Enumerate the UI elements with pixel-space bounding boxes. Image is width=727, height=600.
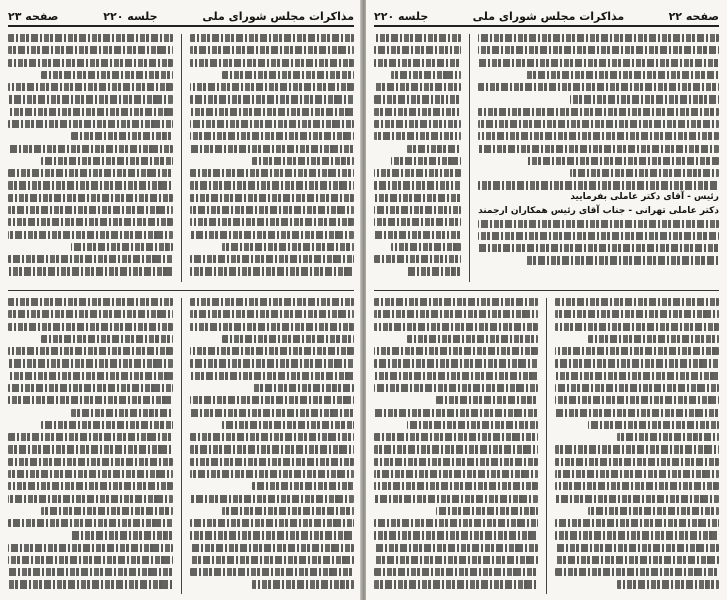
session-label: جلسه ۲۲۰ <box>374 9 429 23</box>
text-line <box>436 396 538 404</box>
text-line <box>526 157 719 165</box>
column-divider <box>181 298 182 594</box>
columns-top-left <box>8 34 354 282</box>
text-line <box>190 59 355 67</box>
text-line <box>190 470 355 478</box>
session-label: جلسه ۲۲۰ <box>103 9 158 23</box>
text-line <box>190 95 355 103</box>
page-right <box>366 0 727 600</box>
text-line <box>222 335 354 343</box>
text-line <box>222 421 354 429</box>
header-rule <box>374 25 719 27</box>
text-line <box>374 433 538 441</box>
text-line <box>190 396 355 404</box>
text-line <box>190 145 355 153</box>
text-line <box>8 120 173 128</box>
text-line <box>391 71 461 79</box>
text-line <box>391 157 461 165</box>
text-lines <box>8 34 173 276</box>
column-divider <box>181 34 182 282</box>
text-line <box>555 298 719 306</box>
page-header-left <box>8 8 354 24</box>
column-right <box>8 298 173 594</box>
text-line <box>190 310 355 318</box>
text-line <box>8 445 173 453</box>
text-line <box>374 255 461 263</box>
text-line <box>555 470 719 478</box>
text-line <box>555 482 719 490</box>
column-right <box>374 34 461 282</box>
text-line <box>71 132 173 140</box>
text-line <box>374 95 461 103</box>
text-line <box>407 335 538 343</box>
text-line <box>190 347 355 355</box>
text-line <box>478 132 719 140</box>
text-line <box>478 59 719 67</box>
text-line <box>190 46 355 54</box>
text-lines <box>190 34 355 276</box>
text-line <box>374 482 538 490</box>
text-line <box>555 372 719 380</box>
columns-top-right <box>374 34 719 282</box>
text-line <box>570 95 719 103</box>
text-lines <box>374 298 538 589</box>
text-lines <box>374 34 461 276</box>
text-line <box>374 580 538 588</box>
text-line <box>8 470 173 478</box>
column-right <box>374 298 538 594</box>
text-line <box>8 359 173 367</box>
text-line <box>8 181 173 189</box>
text-line <box>8 519 173 527</box>
text-line <box>374 495 538 503</box>
text-line <box>190 83 355 91</box>
text-line <box>8 323 173 331</box>
text-line <box>190 181 355 189</box>
text-line <box>252 580 354 588</box>
text-line <box>190 359 355 367</box>
text-line <box>190 108 355 116</box>
text-line <box>478 232 719 240</box>
text-line <box>8 495 173 503</box>
page-number: صفحه ۲۳ <box>8 9 59 23</box>
text-line <box>478 83 719 91</box>
text-line <box>374 34 461 42</box>
header-rule <box>8 25 354 27</box>
text-line <box>555 458 719 466</box>
text-line <box>8 255 173 263</box>
text-line <box>374 206 461 214</box>
text-line <box>190 298 355 306</box>
text-line <box>478 220 719 228</box>
text-line <box>8 169 173 177</box>
text-line <box>190 433 355 441</box>
text-line <box>190 495 355 503</box>
text-line <box>190 323 355 331</box>
running-title: مذاکرات مجلس شورای ملی <box>202 9 354 23</box>
text-line <box>374 108 461 116</box>
text-line <box>190 231 355 239</box>
text-line <box>8 95 173 103</box>
text-line <box>374 359 538 367</box>
text-line <box>41 507 173 515</box>
text-line <box>41 71 173 79</box>
text-line <box>8 347 173 355</box>
text-line <box>478 181 719 189</box>
text-line <box>252 384 354 392</box>
text-line <box>374 519 538 527</box>
text-line <box>555 323 719 331</box>
text-line <box>8 384 173 392</box>
text-line <box>374 46 461 54</box>
text-line <box>374 568 538 576</box>
speaker-heading: رئیس - آقای دکتر عاملی بفرمایید <box>570 191 719 202</box>
text-line <box>478 120 719 128</box>
text-line <box>190 531 355 539</box>
text-line <box>588 421 719 429</box>
text-line <box>190 120 355 128</box>
text-line <box>478 46 719 54</box>
page-left <box>0 0 362 600</box>
text-line <box>555 445 719 453</box>
page-header-right <box>374 8 719 24</box>
text-line <box>8 206 173 214</box>
text-line <box>41 157 173 165</box>
columns-bottom-left <box>8 298 354 594</box>
text-lines <box>478 220 719 265</box>
text-line <box>8 59 173 67</box>
text-line <box>374 470 538 478</box>
text-line <box>374 231 461 239</box>
text-line <box>374 556 538 564</box>
text-line <box>8 218 173 226</box>
text-lines <box>190 298 355 589</box>
text-line <box>555 519 719 527</box>
text-line <box>8 231 173 239</box>
text-line <box>190 132 355 140</box>
text-line <box>8 310 173 318</box>
speaker-heading: دکتر عاملی تهرانی - جناب آقای رئیس همکاران ارجمند <box>478 205 719 216</box>
text-lines <box>555 298 719 589</box>
text-line <box>478 34 719 42</box>
column-divider <box>546 298 547 594</box>
text-line <box>8 194 173 202</box>
text-line <box>588 507 719 515</box>
text-line <box>478 145 719 153</box>
text-line <box>555 396 719 404</box>
text-line <box>41 421 173 429</box>
text-line <box>374 83 461 91</box>
text-line <box>8 34 173 42</box>
text-line <box>222 507 354 515</box>
text-line <box>8 568 173 576</box>
text-line <box>8 372 173 380</box>
text-line <box>8 267 173 275</box>
text-line <box>374 384 538 392</box>
text-line <box>252 482 354 490</box>
text-line <box>190 267 355 275</box>
text-line <box>374 372 538 380</box>
text-line <box>190 372 355 380</box>
section-divider <box>374 290 719 291</box>
text-line <box>71 243 173 251</box>
text-line <box>222 243 354 251</box>
text-line <box>374 132 461 140</box>
text-line <box>8 83 173 91</box>
text-line <box>190 544 355 552</box>
text-line <box>555 568 719 576</box>
text-line <box>374 458 538 466</box>
text-line <box>555 531 719 539</box>
text-line <box>190 206 355 214</box>
text-line <box>8 433 173 441</box>
text-line <box>190 255 355 263</box>
text-line <box>555 384 719 392</box>
text-line <box>8 544 173 552</box>
text-line <box>391 243 461 251</box>
text-line <box>374 310 538 318</box>
column-right <box>8 34 173 282</box>
text-line <box>526 71 719 79</box>
column-left <box>190 298 355 594</box>
text-line <box>8 482 173 490</box>
text-line <box>478 108 719 116</box>
column-left <box>478 34 719 282</box>
text-line <box>190 568 355 576</box>
text-line <box>570 169 719 177</box>
text-line <box>555 347 719 355</box>
text-line <box>8 145 173 153</box>
text-lines <box>478 34 719 190</box>
text-line <box>555 359 719 367</box>
text-line <box>407 421 538 429</box>
text-line <box>374 218 461 226</box>
text-line <box>190 556 355 564</box>
text-line <box>41 335 173 343</box>
text-line <box>374 194 461 202</box>
text-line <box>190 519 355 527</box>
text-line <box>8 396 173 404</box>
columns-bottom-right <box>374 298 719 594</box>
text-line <box>478 244 719 252</box>
text-line <box>374 445 538 453</box>
text-line <box>374 409 538 417</box>
column-left <box>190 34 355 282</box>
page-number: صفحه ۲۲ <box>668 9 719 23</box>
text-line <box>190 445 355 453</box>
text-line <box>526 256 719 264</box>
text-line <box>8 556 173 564</box>
text-line <box>8 580 173 588</box>
text-line <box>374 120 461 128</box>
text-line <box>190 169 355 177</box>
running-title: مذاکرات مجلس شورای ملی <box>472 9 625 23</box>
text-line <box>617 433 719 441</box>
text-line <box>8 46 173 54</box>
text-line <box>436 507 538 515</box>
text-line <box>190 458 355 466</box>
text-line <box>555 310 719 318</box>
text-line <box>374 59 461 67</box>
text-line <box>374 347 538 355</box>
text-line <box>8 458 173 466</box>
text-line <box>8 298 173 306</box>
text-line <box>374 544 538 552</box>
text-line <box>407 267 461 275</box>
text-line <box>555 556 719 564</box>
text-line <box>8 108 173 116</box>
text-line <box>555 544 719 552</box>
text-line <box>617 580 719 588</box>
text-line <box>555 409 719 417</box>
text-line <box>374 181 461 189</box>
text-line <box>374 298 538 306</box>
text-line <box>407 145 461 153</box>
text-line <box>190 194 355 202</box>
text-line <box>190 34 355 42</box>
text-line <box>190 409 355 417</box>
section-divider <box>8 290 354 291</box>
text-line <box>252 157 354 165</box>
column-left <box>555 298 719 594</box>
text-line <box>555 495 719 503</box>
column-divider <box>469 34 470 282</box>
text-line <box>222 71 354 79</box>
text-lines <box>8 298 173 589</box>
text-line <box>190 218 355 226</box>
text-line <box>374 323 538 331</box>
text-line <box>374 531 538 539</box>
text-line <box>71 409 173 417</box>
text-line <box>71 531 173 539</box>
text-line <box>588 335 719 343</box>
text-line <box>374 169 461 177</box>
